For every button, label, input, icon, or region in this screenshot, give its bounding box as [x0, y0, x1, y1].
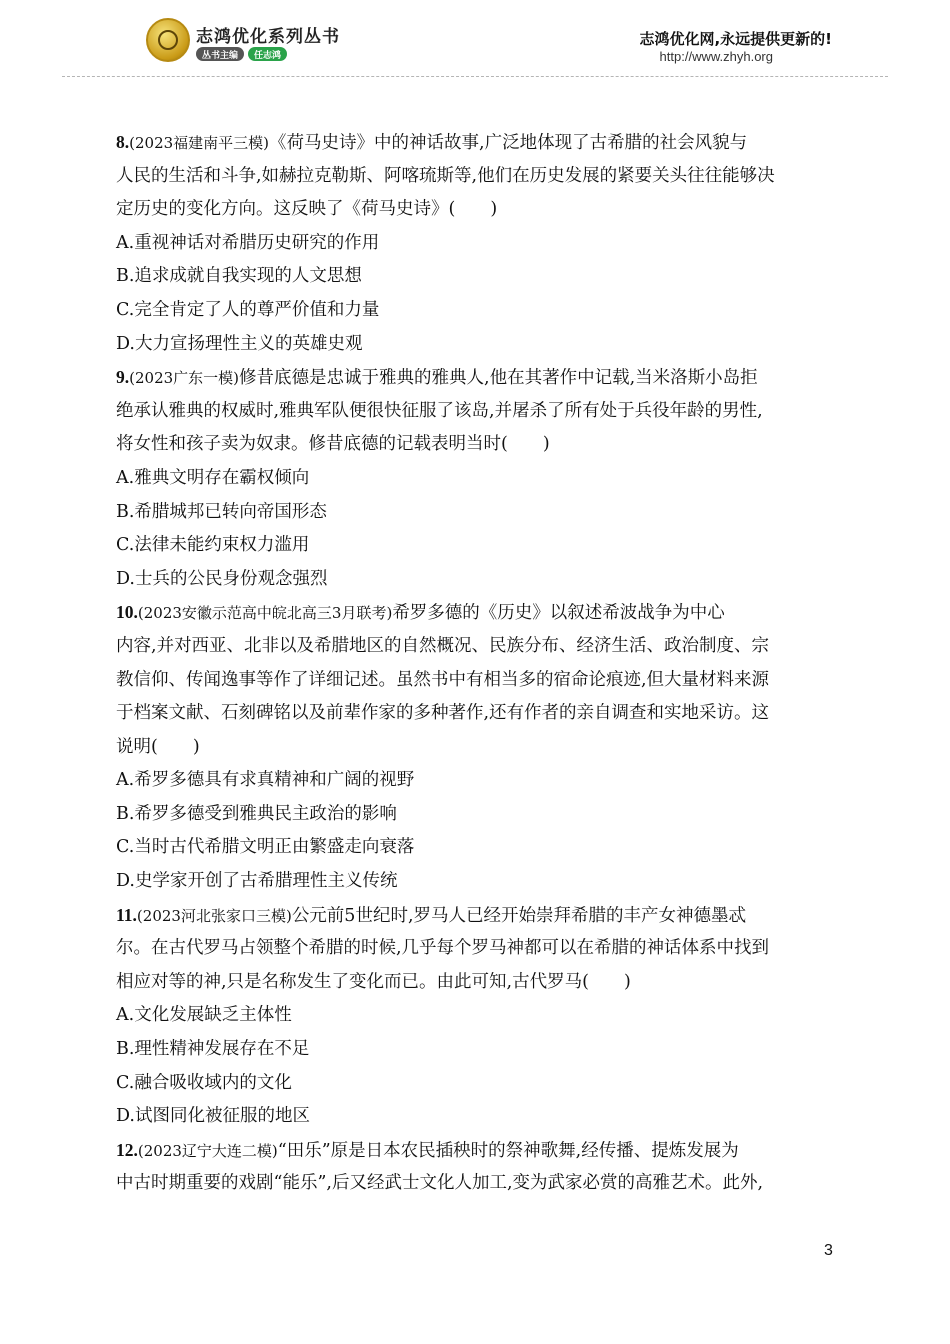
option-d[interactable]: D.史学家开创了古希腊理性主义传统	[116, 871, 398, 892]
question-text: 尔。在古代罗马占领整个希腊的时候,几乎每个罗马神都可以在希腊的神话体系中找到	[116, 938, 770, 959]
question-text: 将女性和孩子卖为奴隶。修昔底德的记载表明当时( )	[116, 434, 550, 455]
question-9	[116, 361, 840, 596]
question-line: 12.(2023辽宁大连二模)“田乐”原是日本农民插秧时的祭神歌舞,经传播、提炼发展为	[116, 1139, 739, 1161]
option-a[interactable]: A.希罗多德具有求真精神和广阔的视野	[116, 770, 415, 791]
question-source: (2023广东一模)	[129, 369, 240, 388]
question-source: (2023辽宁大连二模)	[137, 1141, 278, 1160]
question-text: 中古时期重要的戏剧“能乐”,后又经武士文化人加工,变为武家必赏的高雅艺术。此外,	[116, 1173, 764, 1194]
option-d[interactable]: D.大力宣扬理性主义的英雄史观	[116, 333, 363, 354]
question-number: 10	[116, 602, 134, 623]
page-number: 3	[824, 1242, 833, 1259]
question-text: 人民的生活和斗争,如赫拉克勒斯、阿喀琉斯等,他们在历史发展的紧要关头往往能够决	[116, 165, 775, 186]
question-source: (2023河北张家口三模)	[136, 906, 292, 925]
question-number: 9	[116, 367, 125, 388]
option-c[interactable]: C.法律未能约束权力滥用	[116, 535, 310, 556]
question-text: 内容,并对西亚、北非以及希腊地区的自然概况、民族分布、经济生活、政治制度、宗	[116, 635, 770, 656]
question-text: “田乐”原是日本农民插秧时的祭神歌舞,经传播、提炼发展为	[277, 1140, 739, 1161]
header-slogan: 志鸿优化网,永远提供更新的!	[639, 30, 832, 48]
question-line: 10.(2023安徽示范高中皖北高三3月联考)希罗多德的《历史》以叙述希波战争为中心	[116, 602, 725, 624]
option-d[interactable]: D.士兵的公民身份观念强烈	[116, 568, 328, 589]
question-line: 8.(2023福建南平三模)《荷马史诗》中的神话故事,广泛地体现了古希腊的社会风貌与	[116, 132, 748, 153]
question-text: 说明( )	[116, 736, 200, 757]
brand-sub-name: 任志鸿	[248, 47, 287, 61]
question-number: 11	[116, 904, 133, 925]
question-8	[116, 126, 840, 361]
question-text: 绝承认雅典的权威时,雅典军队便很快征服了该岛,并屠杀了所有处于兵役年龄的男性,	[116, 400, 763, 421]
header-url[interactable]: http://www.zhyh.org	[659, 49, 773, 64]
question-text: 修昔底德是忠诚于雅典的雅典人,他在其著作中记载,当米洛斯小岛拒	[239, 368, 758, 389]
question-10	[116, 596, 840, 898]
option-a[interactable]: A.重视神话对希腊历史研究的作用	[116, 232, 380, 253]
question-list	[116, 126, 840, 1201]
question-number: 8	[116, 132, 125, 152]
question-text: 定历史的变化方向。这反映了《荷马史诗》( )	[116, 199, 498, 220]
header-divider	[62, 76, 888, 77]
question-source: (2023福建南平三模)	[129, 134, 270, 152]
option-b[interactable]: B.追求成就自我实现的人文思想	[116, 266, 362, 287]
question-line: 11.(2023河北张家口三模)公元前5世纪时,罗马人已经开始崇拜希腊的丰产女神德墨忒	[116, 904, 747, 926]
brand-subtitle	[196, 47, 287, 61]
question-11	[116, 899, 840, 1134]
page-header	[0, 0, 950, 80]
option-c[interactable]: C.融合吸收域内的文化	[116, 1072, 292, 1093]
question-number: 12	[116, 1139, 134, 1160]
question-text: 相应对等的神,只是名称发生了变化而已。由此可知,古代罗马( )	[116, 971, 631, 992]
option-c[interactable]: C.完全肯定了人的尊严价值和力量	[116, 299, 380, 320]
option-b[interactable]: B.希罗多德受到雅典民主政治的影响	[116, 803, 397, 824]
option-d[interactable]: D.试图同化被征服的地区	[116, 1106, 310, 1127]
question-text: 于档案文献、石刻碑铭以及前辈作家的多种著作,还有作者的亲自调查和实地采访。这	[116, 703, 770, 724]
brand-logo-icon	[146, 18, 190, 62]
question-text: 公元前5世纪时,罗马人已经开始崇拜希腊的丰产女神德墨忒	[291, 905, 747, 926]
question-text: 教信仰、传闻逸事等作了详细记述。虽然书中有相当多的宿命论痕迹,但大量材料来源	[116, 669, 770, 690]
brand-sub-label: 丛书主编	[196, 47, 244, 61]
question-line: 9.(2023广东一模)修昔底德是忠诚于雅典的雅典人,他在其著作中记载,当米洛斯小岛拒	[116, 367, 758, 389]
option-b[interactable]: B.希腊城邦已转向帝国形态	[116, 501, 327, 522]
question-source: (2023安徽示范高中皖北高三3月联考)	[137, 604, 393, 623]
question-12	[116, 1134, 840, 1201]
option-a[interactable]: A.文化发展缺乏主体性	[116, 1005, 292, 1026]
question-text: 希罗多德的《历史》以叙述希波战争为中心	[392, 603, 725, 624]
option-c[interactable]: C.当时古代希腊文明正由繁盛走向衰落	[116, 837, 415, 858]
option-b[interactable]: B.理性精神发展存在不足	[116, 1039, 310, 1060]
question-text: 《荷马史诗》中的神话故事,广泛地体现了古希腊的社会风貌与	[269, 133, 748, 153]
brand-title: 志鸿优化系列丛书	[196, 27, 340, 47]
option-a[interactable]: A.雅典文明存在霸权倾向	[116, 467, 310, 488]
